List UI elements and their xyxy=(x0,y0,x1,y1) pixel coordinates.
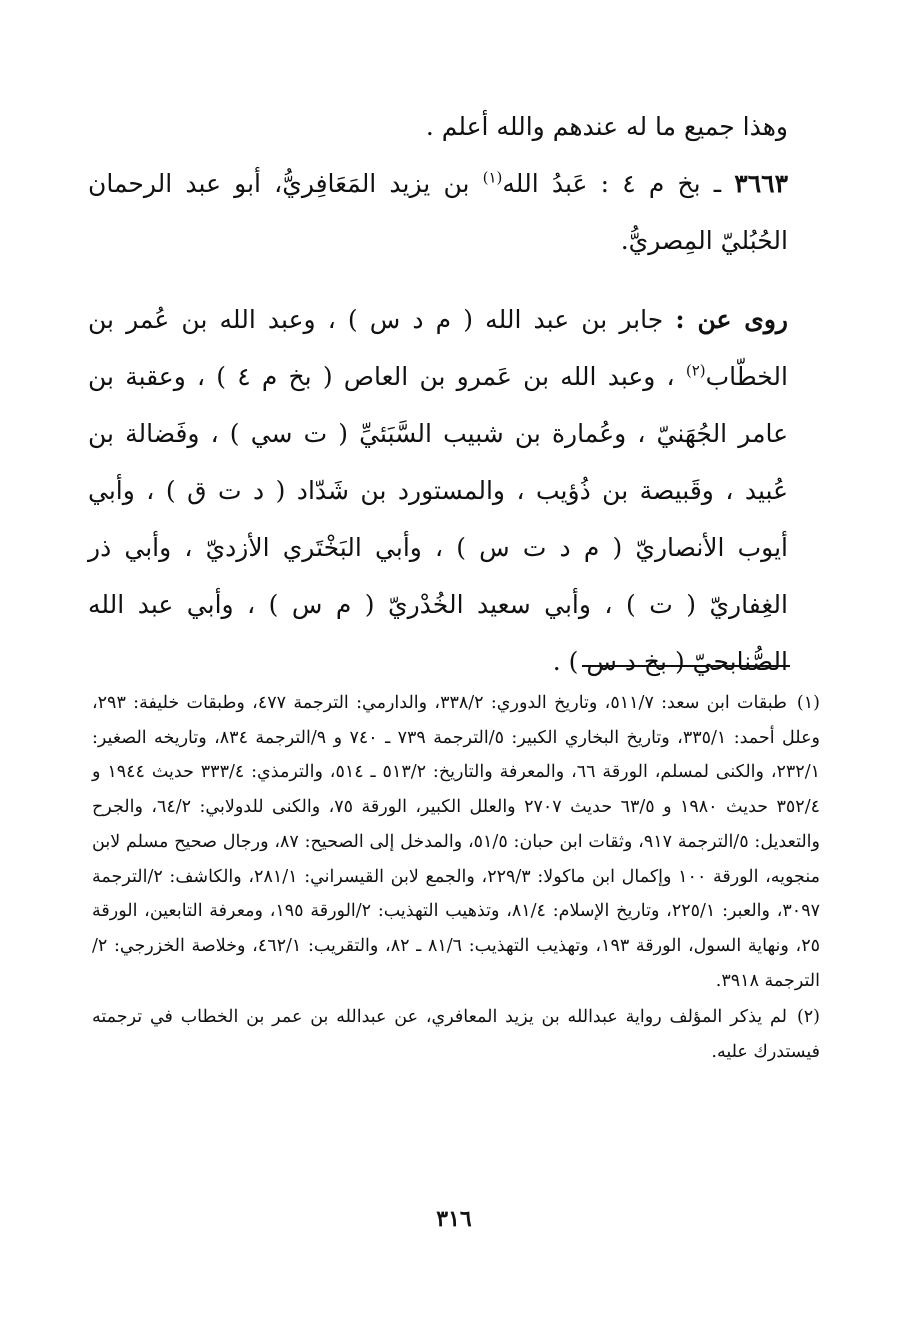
footnote-separator xyxy=(582,665,790,667)
footnote-text-2: لم يذكر المؤلف رواية عبدالله بن يزيد المعافري، عن عبدالله بن عمر بن الخطاب في ترجمته فيستدرك عليه. xyxy=(92,1007,820,1063)
entry-name: عَبدُ الله xyxy=(502,169,588,198)
entry-description: بن يزيد المَعَافِريُّ، أبو عبد الرحمان الحُبُليّ المِصريُّ. xyxy=(88,169,788,255)
footnote-marker-2: (٢) xyxy=(796,1007,820,1028)
narrated-from-label: روى عن : xyxy=(675,305,789,334)
footnote-marker-1: (١) xyxy=(796,693,820,713)
footnote-text-1: طبقات ابن سعد: ٥١١/٧، وتاريخ الدوري: ٣٣٨/٢، والدارمي: الترجمة ٤٧٧، وطبقات خليفة: ٢٩٣، وعلل أحمد: ٣٣٥/١، وتاريخ البخاري الكبير: ٥/الترجمة ٧٣٩ ـ ٧٤٠ و ٩/الترجمة ٨٣٤، وتاريخه الصغير: ٢٣٢/١، والكنى لمسلم، الورقة ٦٦، والمعرفة والتاريخ: ٥١٣/٢ ـ ٥١٤، والترمذي: ٣٣٣/٤ حديث ١٩٤٤ و ٣٥٢/٤ حديث ١٩٨٠ و ٦٣/٥ حديث ٢٧٠٧ والعلل الكبير، الورقة ٧٥، والكنى للدولابي: ٦٤/٢، والجرح والتعديل: ٥/الترجمة ٩١٧، وثقات ابن حبان: ٥١/٥، والمدخل إلى الصحيح: ٨٧، ورجال صحيح مسلم لابن منجويه، الورقة ١٠٠ وإكمال ابن ماكولا: ٢٢٩/٣، والجمع لابن القيسراني: ٢٨١/١، والكاشف: ٢/الترجمة ٣٠٩٧، والعبر: ٢٢٥/١، وتاريخ الإسلام: ٨١/٤، وتذهيب التهذيب: ٢/الورقة ١٩٥، ومعرفة التابعين، الورقة ٢٥، ونهاية السول، الورقة ١٩٣، وتهذيب التهذيب: ٨١/٦ ـ ٨٢، والتقريب: ٤٦٢/١، وخلاصة الخزرجي: ٢/الترجمة ٣٩١٨. xyxy=(92,693,821,991)
main-text xyxy=(88,98,788,690)
narrated-from-text-1: جابر بن عبد الله ( م د س ) ، وعبد الله بن عُمر بن الخطّاب xyxy=(88,305,788,391)
footnote-1 xyxy=(92,686,820,998)
footnotes xyxy=(92,686,820,1072)
footnote-ref-1[interactable]: (١) xyxy=(482,168,503,187)
entry-number: ٣٦٦٣ xyxy=(734,169,788,198)
closing-line: وهذا جميع ما له عندهم والله أعلم . xyxy=(425,112,788,141)
footnote-2 xyxy=(92,1000,820,1069)
paragraph-gap xyxy=(88,269,788,291)
narrated-from-paragraph xyxy=(88,291,788,690)
footnote-ref-2[interactable]: (٢) xyxy=(685,361,706,380)
narrated-from-text-2: ، وعبد الله بن عَمرو بن العاص ( بخ م ٤ ) ، وعقبة بن عامر الجُهَنيّ ، وعُمارة بن شبيب السَّبَئيِّ ( ت سي ) ، وفَضالة بن عُبيد ، وقَبيصة بن ذُؤيب ، والمستورد بن شَدّاد ( د ت ق ) ، وأبي أيوب الأنصاريّ ( م د ت س ) ، وأبي البَخْتَري الأزديّ ، وأبي ذر الغِفاريّ ( ت ) ، وأبي سعيد الخُدْريّ ( م س ) ، وأبي عبد الله الصُّنابحيّ ( بخ د س ) . xyxy=(88,362,788,676)
entry-codes: ـ بخ م ٤ : xyxy=(600,169,722,198)
biography-entry xyxy=(88,155,788,269)
page-number: ٣١٦ xyxy=(436,1206,472,1232)
